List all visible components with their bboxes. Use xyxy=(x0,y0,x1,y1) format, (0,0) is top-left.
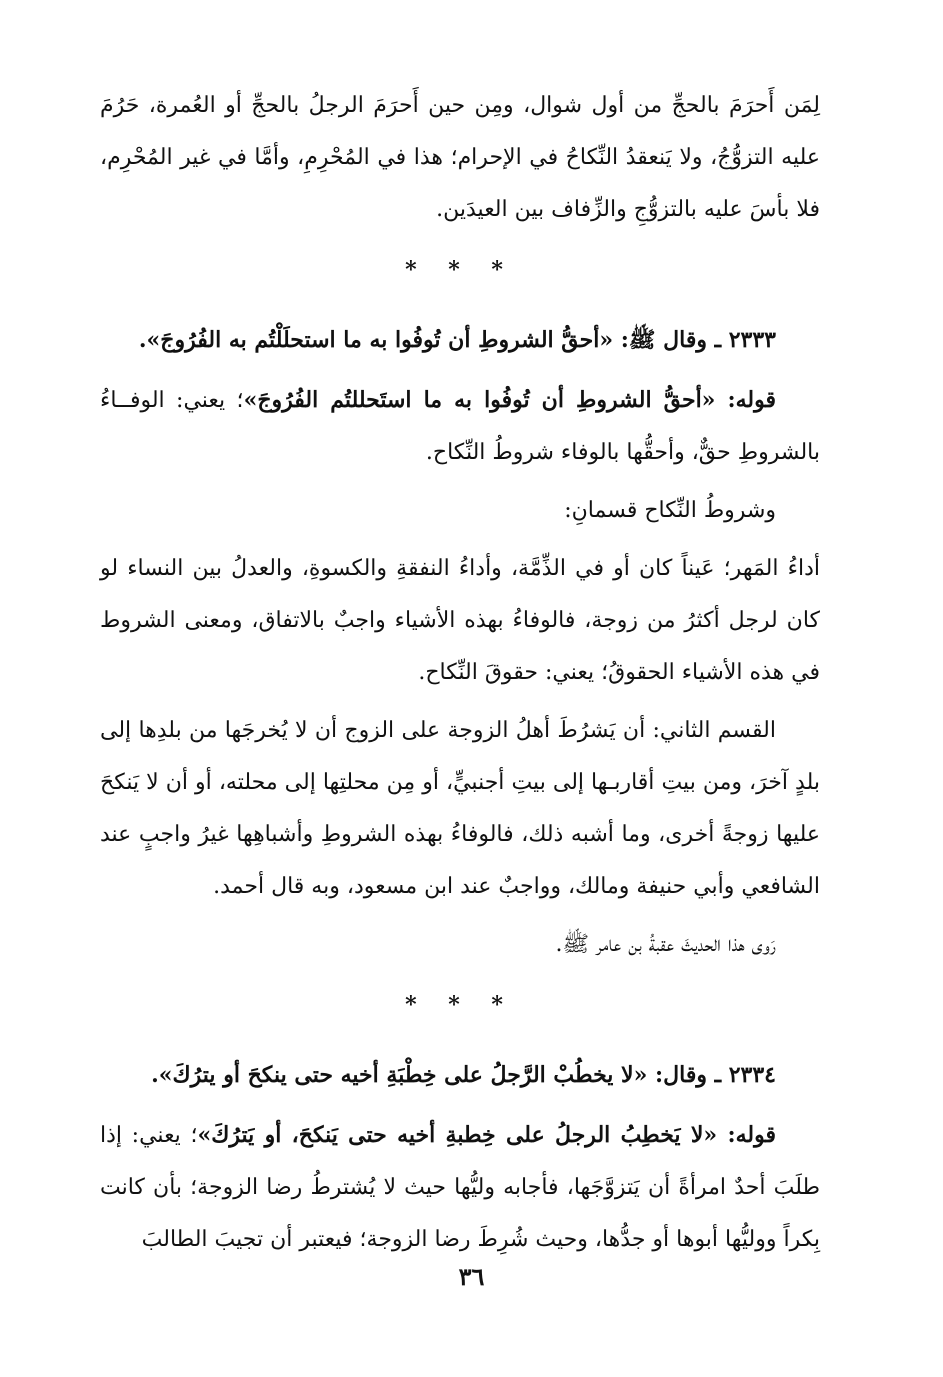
hadith-2333-quote: قوله: «أحقُّ الشروطِ أن تُوفُوا به ما استَحللتُم الفُرُوجَ» xyxy=(243,387,776,413)
section-separator: * * * xyxy=(405,257,515,283)
conditions-intro: وشروطُ النِّكاح قسمانِ: xyxy=(564,498,776,523)
page-number: ٣٦ xyxy=(458,1262,485,1291)
hadith-2333-heading: ٢٣٣٣ ـ وقال ﷺ: «أحقُّ الشروطِ أن تُوفُوا به ما استحلَلْتُم به الفُرُوجَ». xyxy=(138,327,776,353)
narrator-paragraph: رَوى هذا الحديثَ عقبةُ بن عامر ﷺ. xyxy=(555,932,776,957)
hadith-2334-quote: قوله: «لا يَخطِبُ الرجلُ على خِطبةِ أخيه حتى يَنكحَ، أو يَترُكَ» xyxy=(197,1122,777,1148)
section-separator: * * * xyxy=(405,992,515,1018)
hadith-2334-explanation: ؛ يعني: إذا طلَبَ أحدٌ امرأةً أن يَتزوَّجَها، فأجابه وليُّها حيث لا يُشترطُ رضا الزوجة؛ بأن كانت بِكراً ووليُّها أبوها أو جدُّها، وحيث شُرِطَ رضا الزوجة؛ فيعتبر أن تجيبَ الطالبَ xyxy=(100,1123,820,1252)
hadith-2334-heading: ٢٣٣٤ ـ وقال: «لا يخطُبْ الرَّجلُ على خِطْبَةِ أخيه حتى ينكحَ أو يترُكَ». xyxy=(151,1062,776,1088)
second-category-paragraph: القسم الثاني: أن يَشرُطَ أهلُ الزوجة على الزوج أن لا يُخرجَها من بلدِها إلى بلدٍ آخرَ، ومن بيتِ أقاربـها إلى بيتِ أجنبيٍّ، أو مِن محلتِها إلى محلته، أو أن لا يَنكحَ عليها زوجةً أخرى، وما أشبه ذلك، فالوفاءُ بهذه الشروطِ وأشباهِها غيرُ واجبٍ عند الشافعي وأبي حنيفة ومالك، وواجبٌ عند ابن مسعود، وبه قال أحمد. xyxy=(100,718,820,899)
page-body xyxy=(100,80,820,1360)
hadith-2333-explanation: ؛ يعني: الوفــاءُ بالشروطِ حقٌّ، وأحقُّها بالوفاء شروطُ النِّكاح. xyxy=(100,388,820,465)
first-category-paragraph: أداءُ المَهر؛ عَيناً كان أو في الذِّمَّة، وأداءُ النفقةِ والكسوةِ، والعدلُ بين النساء لو كان لرجل أكثرُ من زوجة، فالوفاءُ بهذه الأشياء واجبٌ بالاتفاق، ومعنى الشروط في هذه الأشياء الحقوقُ؛ يعني: حقوقَ النِّكاح. xyxy=(100,556,820,685)
continuation-paragraph: لِمَن أَحرَمَ بالحجِّ من أول شوال، ومِن حين أَحرَمَ الرجلُ بالحجِّ أو العُمرة، حَرُمَ عليه التزوُّجُ، ولا يَنعقدُ النِّكاحُ في الإحرام؛ هذا في المُحْرِمِ، وأمَّا في غير المُحْرِم، فلا بأسَ عليه بالتزوُّجِ والزِّفاف بين العيدَين. xyxy=(100,93,820,222)
hadith-2333-commentary xyxy=(100,374,820,479)
hadith-2334-commentary xyxy=(100,1109,820,1266)
